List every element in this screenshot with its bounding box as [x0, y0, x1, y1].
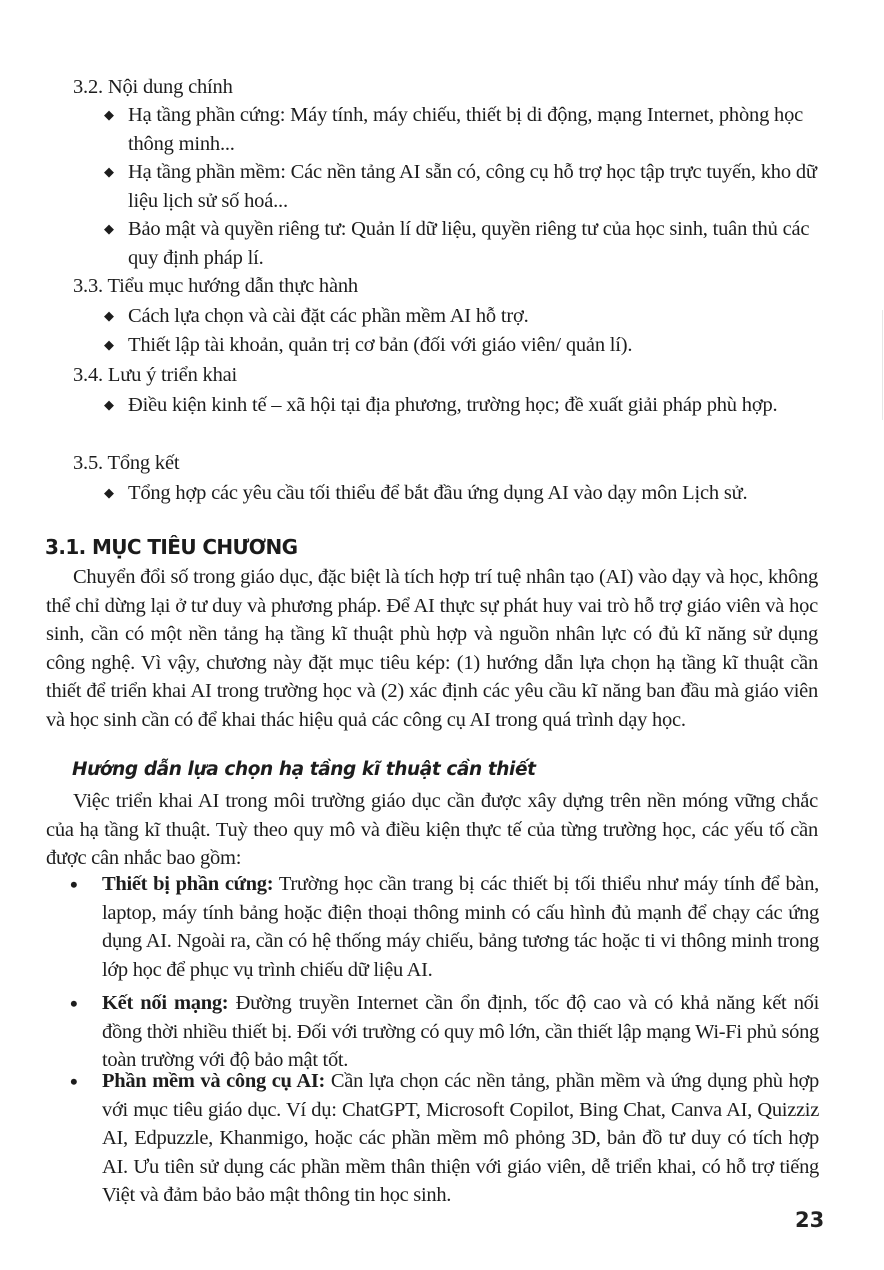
outline-heading: 3.4. Lưu ý triển khai — [73, 364, 238, 386]
outline-item — [104, 215, 818, 272]
subintro-text: Việc triển khai AI trong môi trường giáo dục cần được xây dựng trên nền móng vững chắc của hạ tầng kĩ thuật. Tuỳ theo quy mô và điều kiện thực tế của từng trường học, các yếu tố cần được cân nhắc bao gồm: — [46, 790, 818, 869]
bullet-item-hardware — [70, 870, 819, 984]
outline-item-text: Điều kiện kinh tế – xã hội tại địa phương, trường học; đề xuất giải pháp phù hợp. — [128, 394, 778, 416]
diamond-bullet-icon: ◆ — [104, 221, 114, 236]
outline-item — [104, 331, 818, 360]
outline-item — [104, 302, 818, 331]
diamond-bullet-icon: ◆ — [104, 337, 114, 352]
outline-heading: 3.2. Nội dung chính — [73, 76, 233, 98]
section-title: 3.1. MỤC TIÊU CHƯƠNG — [45, 535, 298, 559]
subheading: Hướng dẫn lựa chọn hạ tầng kĩ thuật cần thiết — [72, 759, 536, 780]
bullet-text: Trường học cần trang bị các thiết bị tối thiểu như máy tính để bàn, laptop, máy tính bảng hoặc điện thoại thông minh có cấu hình đủ mạnh để chạy các ứng dụng AI. Ngoài ra, cần có hệ thống máy chiếu, bảng tương tác hoặc ti vi thông minh trong lớp học để phục vụ trình chiếu dữ liệu AI. — [102, 873, 819, 981]
round-bullet-icon: • — [70, 1069, 78, 1094]
outline-item-text: Thiết lập tài khoản, quản trị cơ bản (đối với giáo viên/ quản lí). — [128, 334, 633, 356]
bullet-item-network — [70, 989, 820, 1075]
intro-text: Chuyển đổi số trong giáo dục, đặc biệt là tích hợp trí tuệ nhân tạo (AI) vào dạy và học, không thể chỉ dừng lại ở tư duy và phương pháp. Để AI thực sự phát huy vai trò hỗ trợ giáo viên và học sinh, cần có một nền tảng hạ tầng kĩ thuật phù hợp và nguồn nhân lực có đủ kĩ năng sử dụng công nghệ. Vì vậy, chương này đặt mục tiêu kép: (1) hướng dẫn lựa chọn hạ tầng kĩ thuật cần thiết để triển khai AI trong trường học và (2) xác định các yêu cầu kĩ năng ban đầu mà giáo viên và học sinh cần có để khai thác hiệu quả các công cụ AI trong quá trình dạy học. — [46, 566, 818, 731]
round-bullet-icon: • — [70, 991, 78, 1016]
round-bullet-icon: • — [70, 872, 78, 897]
diamond-bullet-icon: ◆ — [104, 397, 114, 412]
diamond-bullet-icon: ◆ — [104, 485, 114, 500]
diamond-bullet-icon: ◆ — [104, 164, 114, 179]
page-number: 23 — [795, 1208, 825, 1232]
outline-item — [104, 479, 818, 508]
outline-item — [104, 101, 818, 158]
diamond-bullet-icon: ◆ — [104, 308, 114, 323]
bullet-label: Phần mềm và công cụ AI: — [102, 1070, 326, 1092]
subintro-paragraph — [46, 787, 818, 873]
outline-heading: 3.5. Tổng kết — [73, 452, 180, 474]
outline-item-text: Tổng hợp các yêu cầu tối thiểu để bắt đầu ứng dụng AI vào dạy môn Lịch sử. — [128, 482, 748, 504]
diamond-bullet-icon: ◆ — [104, 107, 114, 122]
outline-item — [104, 391, 818, 420]
outline-item-text: Bảo mật và quyền riêng tư: Quản lí dữ liệu, quyền riêng tư của học sinh, tuân thủ các quy định pháp lí. — [128, 218, 810, 269]
bullet-text: Đường truyền Internet cần ổn định, tốc độ cao và có khả năng kết nối đồng thời nhiều thiết bị. Đối với trường có quy mô lớn, cần thiết lập mạng Wi-Fi phủ sóng toàn trường với độ bảo mật tốt. — [102, 992, 820, 1071]
bullet-text: Cần lựa chọn các nền tảng, phần mềm và ứng dụng phù hợp với mục tiêu giáo dục. Ví dụ: ChatGPT, Microsoft Copilot, Bing Chat, Canva AI, Quizziz AI, Edpuzzle, Khanmigo, hoặc các phần mềm mô phỏng 3D, bản đồ tư duy có tích hợp AI. Ưu tiên sử dụng các phần mềm thân thiện với giáo viên, dễ triển khai, có hỗ trợ tiếng Việt và đảm bảo bảo mật thông tin học sinh. — [102, 1070, 820, 1206]
bullet-item-software — [70, 1067, 820, 1210]
outline-heading: 3.3. Tiểu mục hướng dẫn thực hành — [73, 275, 358, 297]
outline-item — [104, 158, 818, 215]
outline-item-text: Hạ tầng phần cứng: Máy tính, máy chiếu, thiết bị di động, mạng Internet, phòng học thông minh... — [128, 104, 804, 155]
outline-item-text: Cách lựa chọn và cài đặt các phần mềm AI hỗ trợ. — [128, 305, 529, 327]
page-edge-line — [882, 310, 883, 420]
bullet-label: Thiết bị phần cứng: — [102, 873, 274, 895]
bullet-label: Kết nối mạng: — [102, 992, 229, 1014]
outline-item-text: Hạ tầng phần mềm: Các nền tảng AI sẵn có, công cụ hỗ trợ học tập trực tuyến, kho dữ liệu lịch sử số hoá... — [128, 161, 817, 212]
intro-paragraph — [46, 563, 818, 734]
